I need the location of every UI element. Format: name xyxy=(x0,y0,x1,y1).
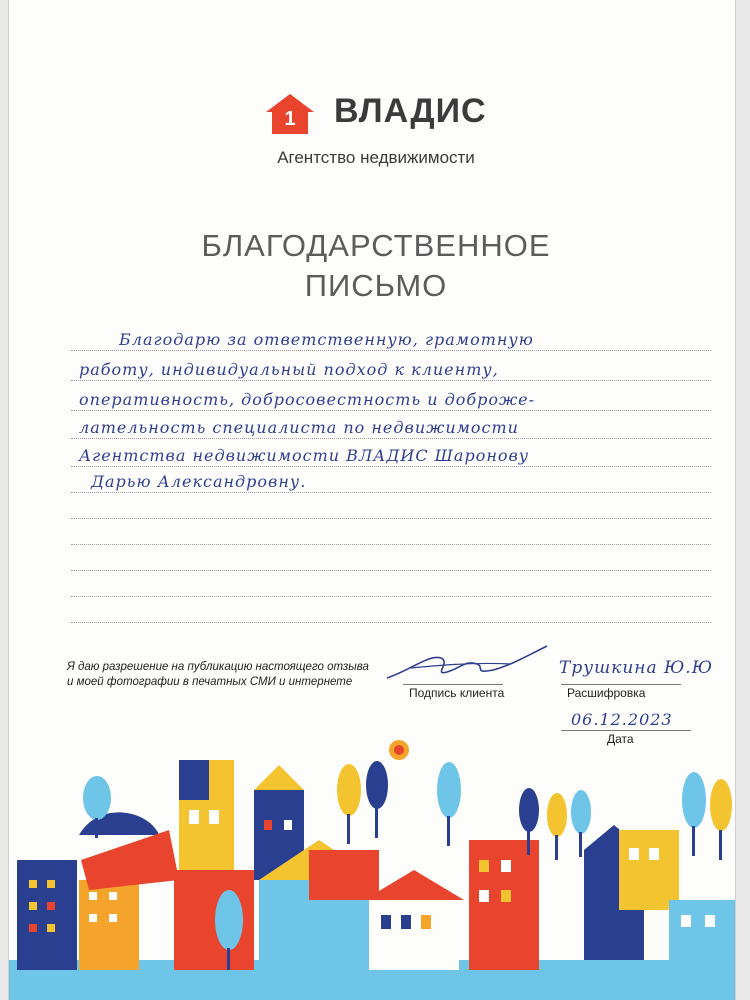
writing-line xyxy=(71,596,711,597)
title-line-1: БЛАГОДАРСТВЕННОЕ xyxy=(201,228,551,263)
writing-line xyxy=(71,410,711,411)
writing-line xyxy=(71,492,711,493)
svg-text:1: 1 xyxy=(284,108,296,130)
writing-line xyxy=(71,570,711,571)
handwritten-line: оперативность, добросовестность и доброже- xyxy=(79,390,536,409)
agency-subtitle: Агентство недвижимости xyxy=(277,148,475,167)
consent-line-1: Я даю разрешение на публикацию настоящего отзыва xyxy=(67,661,369,673)
letter-title xyxy=(9,226,736,306)
handwritten-line: работу, индивидуальный подход к клиенту, xyxy=(79,360,499,379)
handwritten-line: Агентства недвижимости ВЛАДИС Шаронову xyxy=(79,446,530,465)
handwritten-line: Благодарю за ответственную, грамотную xyxy=(119,330,534,349)
writing-line xyxy=(71,544,711,545)
writing-line xyxy=(71,466,711,467)
brand-name: ВЛАДИС xyxy=(334,92,487,130)
writing-line xyxy=(71,350,711,351)
writing-line xyxy=(71,518,711,519)
writing-line xyxy=(71,622,711,623)
house-key-icon xyxy=(264,92,316,136)
signature-caption: Подпись клиента xyxy=(409,686,505,700)
writing-line xyxy=(71,380,711,381)
letter-sheet xyxy=(8,0,736,1000)
decryption-line xyxy=(561,684,681,685)
date-handwritten: 06.12.2023 xyxy=(571,710,673,729)
handwritten-line: Дарью Александровну. xyxy=(91,472,307,491)
client-signature xyxy=(381,640,551,686)
title-line-2: ПИСЬМО xyxy=(304,268,448,303)
date-caption: Дата xyxy=(607,732,634,746)
publication-consent xyxy=(67,660,387,690)
decryption-caption: Расшифровка xyxy=(567,686,646,700)
decryption-handwritten: Трушкина Ю.Ю xyxy=(559,658,714,678)
signature-line xyxy=(403,684,503,685)
writing-line xyxy=(71,438,711,439)
city-illustration xyxy=(9,730,736,1000)
consent-line-2: и моей фотографии в печатных СМИ и интернете xyxy=(67,676,353,688)
handwritten-line: лательность специалиста по недвижимости xyxy=(79,418,519,437)
